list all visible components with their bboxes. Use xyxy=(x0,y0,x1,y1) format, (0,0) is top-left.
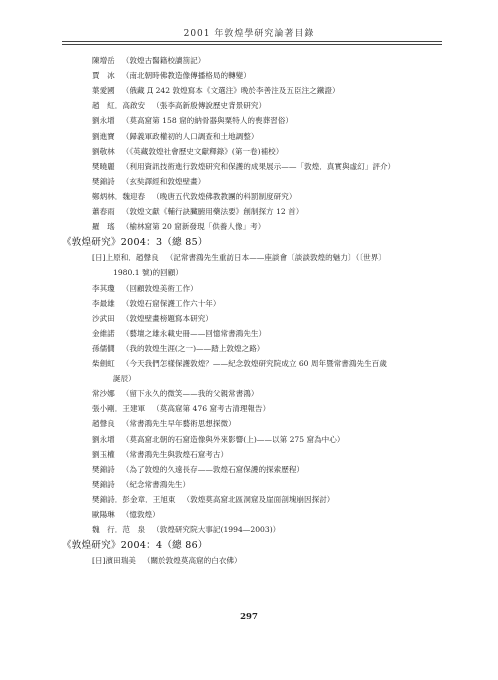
entry-author: 沙武田 xyxy=(92,313,115,323)
entry-title: （晚唐五代敦煌佛教教團的科罰制度研究） xyxy=(152,191,297,201)
bibliography-entry xyxy=(92,329,266,339)
running-header: 2001 年敦煌學研究論著目錄 xyxy=(183,29,315,39)
bibliography-entry xyxy=(92,419,236,429)
entry-author: 孫儒僩 xyxy=(92,343,115,353)
bibliography-entry xyxy=(92,435,344,445)
entry-title: （莫高窟第 158 窟的納骨器與粟特人的喪葬習俗） xyxy=(121,116,293,126)
bibliography-entry xyxy=(92,525,280,535)
entry-title: （為了敦煌的久遠長存——敦煌石窟保護的探索歷程） xyxy=(121,464,305,474)
entry-author: 金維諾 xyxy=(92,328,115,338)
entry-author: [日]濱田瑞美 xyxy=(92,556,136,566)
bibliography-entry xyxy=(92,495,334,505)
bibliography-entry xyxy=(92,177,205,187)
journal-issue-heading: 《敦煌研究》2004：3（總 85） xyxy=(62,237,208,249)
bibliography-entry xyxy=(92,101,266,111)
bibliography-entry xyxy=(92,480,190,490)
entry-author: 歐陽琳 xyxy=(92,510,115,519)
entry-author: 常沙娜 xyxy=(92,389,115,399)
bibliography-entry xyxy=(92,253,386,263)
entry-title: （《英藏敦煌社會歷史文獻釋錄》(第一卷)補校） xyxy=(121,146,284,156)
entry-title: （敦煌莫高窟北區洞窟及崖面剖塊崩因探討） xyxy=(182,494,335,504)
bibliography-entry xyxy=(92,207,303,217)
entry-title: （留下永久的微笑——我的父親常書鴻） xyxy=(121,389,259,399)
entry-title: （莫高窟第 476 窟考古清理報告） xyxy=(152,404,271,414)
entry-author: 趙聲良 xyxy=(92,419,115,429)
entry-title-continuation: 誕辰） xyxy=(113,374,136,384)
entry-title: （藝壇之雄永載史冊——回憶常書鴻先生） xyxy=(121,328,267,338)
entry-title: （南北朝時佛教造像傳播格局的轉變） xyxy=(121,71,251,81)
entry-author: 劉玉權 xyxy=(92,449,115,459)
entry-title: （玄奘譯經和敦煌壁畫） xyxy=(121,176,206,186)
entry-author: 賈 冰 xyxy=(92,71,115,81)
entry-author: 樊錦詩 xyxy=(92,464,115,474)
bibliography-entry xyxy=(92,465,304,475)
bibliography-entry xyxy=(92,162,395,172)
entry-author: 樊錦詩．彭金章．王旭東 xyxy=(92,494,176,504)
entry-title: （我的敦煌生涯(之一)——踏上敦煌之路） xyxy=(121,343,265,353)
entry-title: （今天我們怎樣保護敦煌？——紀念敦煌研究院成立 60 周年暨常書鴻先生百歲 xyxy=(121,359,387,368)
entry-author: 李其瓊 xyxy=(92,283,115,293)
entry-title: （敦煌研究院大事記(1994—2003)） xyxy=(152,525,281,535)
entry-author: 樊錦詩 xyxy=(92,479,115,489)
bibliography-entry xyxy=(92,314,213,324)
entry-title: （敦煌石窟保護工作六十年） xyxy=(121,298,221,308)
entry-title-continuation: 1980.1 號)的回顧） xyxy=(113,268,183,278)
entry-title: （俄藏 Д 242 敦煌寫本《文選注》晚於李善注及五臣注之鐵證） xyxy=(121,86,340,96)
entry-author: 魏 行．范 泉 xyxy=(92,525,146,535)
entry-author: 葉愛國 xyxy=(92,86,115,96)
bibliography-entry xyxy=(92,404,270,414)
entry-title: （莫高窟北朝的石窟造像與外來影響(上)——以第 275 窟為中心） xyxy=(121,434,345,444)
entry-author: 柴劍虹 xyxy=(92,359,115,368)
bibliography-entry xyxy=(92,56,205,66)
entry-title: （敦煌文獻《輔行訣臟腑用藥法要》創制探方 12 首） xyxy=(121,207,304,216)
entry-author: 劉永增 xyxy=(92,116,115,126)
page-number: 297 xyxy=(240,612,258,622)
header-rule-thin xyxy=(62,44,442,45)
bibliography-entry xyxy=(92,192,296,202)
bibliography-entry xyxy=(92,284,198,294)
bibliography-entry xyxy=(92,71,251,81)
entry-title: （紀念常書鴻先生） xyxy=(121,479,191,489)
bibliography-entry xyxy=(92,556,242,566)
bibliography-entry xyxy=(92,132,258,142)
entry-title: （關於敦煌莫高窟的白衣佛） xyxy=(142,556,242,566)
entry-author: 樊曉麗 xyxy=(92,161,115,171)
entry-title: （張李高新殷傳說歷史背景研究） xyxy=(152,101,267,111)
entry-title: （榆林窟第 20 窟新發現「供養人像」考） xyxy=(121,222,266,232)
entry-title: （常書鴻先生與敦煌石窟考古） xyxy=(121,449,229,459)
bibliography-entry xyxy=(92,344,264,354)
bibliography-entry xyxy=(92,450,228,460)
entry-title: （歸義軍政權初的人口調查和土地調整） xyxy=(121,131,259,141)
entry-title: （記常書鴻先生重訪日本——座談會〔談談敦煌的魅力〕（〔世界〕 xyxy=(165,253,386,263)
bibliography-entry xyxy=(92,359,387,369)
entry-author: 劉敬林 xyxy=(92,146,115,156)
entry-author: 鄭炳林．魏迎春 xyxy=(92,191,146,201)
entry-title: （利用資訊技術進行敦煌研究和保護的成果展示——「敦煌．真實與虛幻」評介） xyxy=(121,161,396,171)
entry-author: 羅 瑤 xyxy=(92,222,115,232)
entry-author: 張小剛．王建軍 xyxy=(92,404,146,414)
entry-author: 劉進寶 xyxy=(92,131,115,141)
entry-author: 趙 紅．高啟安 xyxy=(92,101,146,111)
bibliography-entry xyxy=(92,510,160,520)
entry-author: 劉永增 xyxy=(92,434,115,444)
entry-title: （敦煌古醫籍校讀箚記） xyxy=(121,56,206,65)
entry-author: 蕭春雨 xyxy=(92,207,115,216)
journal-issue-heading: 《敦煌研究》2004：4（總 86） xyxy=(62,540,208,552)
header-rule xyxy=(62,41,442,42)
entry-author: 李最雄 xyxy=(92,298,115,308)
entry-title: （敦煌壁畫榜題寫本研究） xyxy=(121,313,213,323)
entry-title: （憶敦煌） xyxy=(121,510,160,519)
entry-author: 陳增岳 xyxy=(92,56,115,65)
entry-author: [日]上原和．趙聲良 xyxy=(92,253,159,263)
bibliography-entry xyxy=(92,147,283,157)
bibliography-entry xyxy=(92,86,340,96)
bibliography-entry xyxy=(92,222,265,232)
bibliography-entry xyxy=(92,389,258,399)
bibliography-entry xyxy=(92,116,293,126)
bibliography-entry xyxy=(92,299,221,309)
entry-author: 樊錦詩 xyxy=(92,176,115,186)
entry-title: （回顧敦煌美術工作） xyxy=(121,283,198,293)
entry-title: （常書鴻先生早年藝術思想探微） xyxy=(121,419,236,429)
